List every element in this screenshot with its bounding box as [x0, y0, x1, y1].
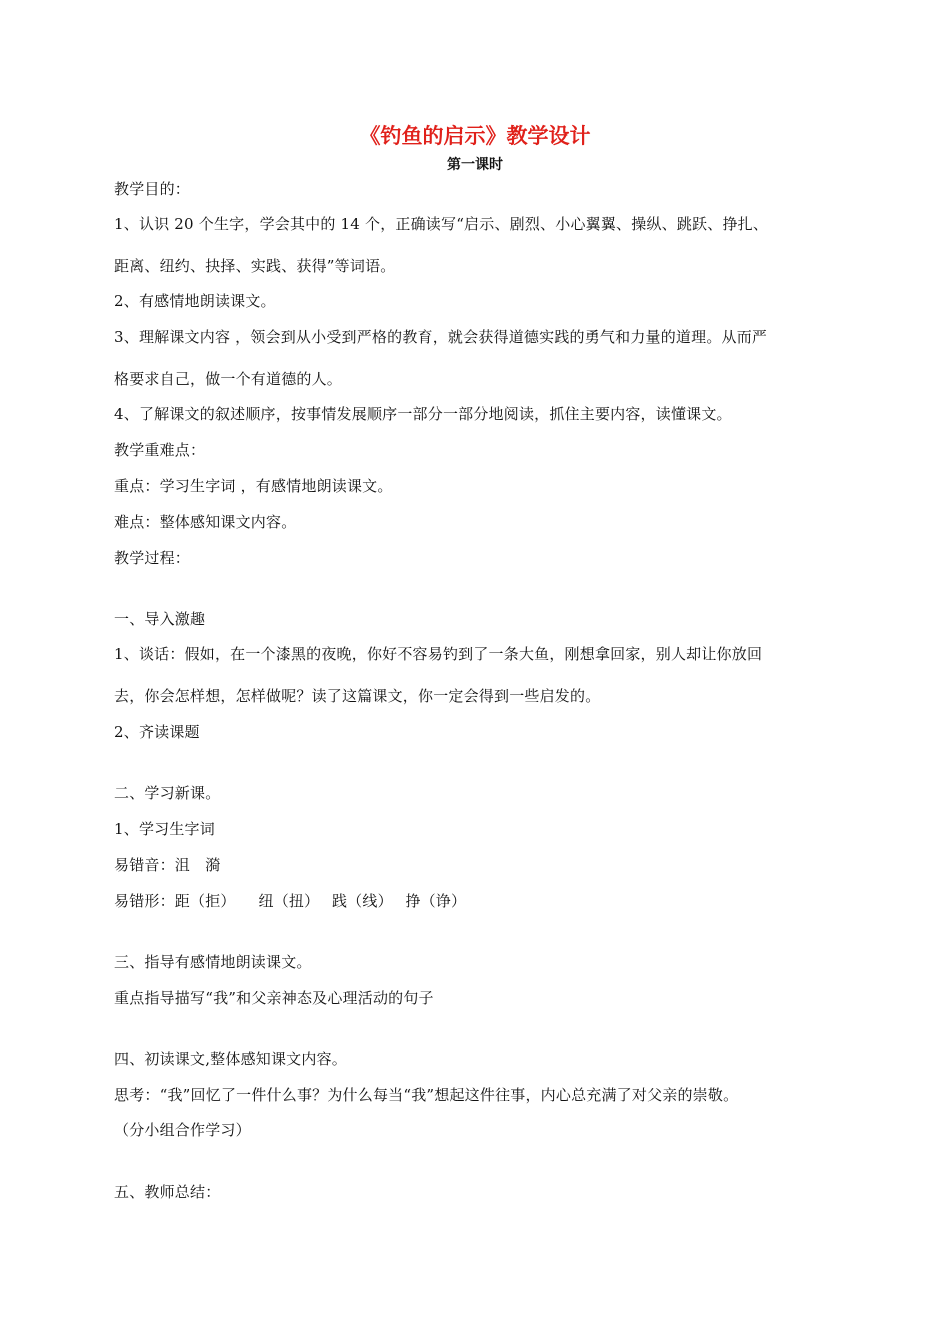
paragraph-line: 4、了解课文的叙述顺序，按事情发展顺序一部分一部分地阅读，抓住主要内容，读懂课文。	[114, 405, 732, 423]
section-heading: 四、初读课文,整体感知课文内容。	[114, 1050, 347, 1068]
paragraph-line: 重点：学习生字词 ，有感情地朗读课文。	[114, 477, 393, 495]
section-heading: 五、教师总结：	[114, 1183, 221, 1201]
paragraph-line: 重点指导描写“我”和父亲神态及心理活动的句子	[114, 989, 434, 1007]
paragraph-line: 2、有感情地朗读课文。	[114, 292, 276, 310]
paragraph-line: 1、谈话：假如，在一个漆黑的夜晚，你好不容易钓到了一条大鱼，刚想拿回家，别人却让你放回	[114, 645, 763, 663]
paragraph-line: （分小组合作学习）	[114, 1121, 251, 1139]
paragraph-line: 去，你会怎样想，怎样做呢？读了这篇课文，你一定会得到一些启发的。	[114, 687, 601, 705]
section-heading: 二、学习新课。	[114, 784, 221, 802]
section-heading: 三、指导有感情地朗读课文。	[114, 953, 312, 971]
paragraph-line: 难点：整体感知课文内容。	[114, 513, 297, 531]
paragraph-line: 思考：“我”回忆了一件什么事？为什么每当“我”想起这件往事，内心总充满了对父亲的崇敬。	[114, 1086, 739, 1104]
section-heading-key-points: 教学重难点：	[114, 441, 206, 459]
paragraph-line: 2、齐读课题	[114, 723, 200, 741]
paragraph-line: 距离、纽约、抉择、实践、获得”等词语。	[114, 257, 396, 275]
paragraph-line: 1、学习生字词	[114, 820, 215, 838]
section-heading-process: 教学过程：	[114, 549, 191, 567]
paragraph-line: 1、认识 20 个生字，学会其中的 14 个，正确读写“启示、剧烈、小心翼翼、操纵、跳跃、挣扎、	[114, 215, 769, 233]
document-title: 《钓鱼的启示》教学设计	[359, 124, 591, 148]
paragraph-line: 格要求自己，做一个有道德的人。	[114, 370, 343, 388]
paragraph-line: 易错音：沮 漪	[114, 856, 221, 874]
document-subtitle: 第一课时	[447, 157, 503, 173]
section-heading-objectives: 教学目的：	[114, 180, 191, 198]
section-heading: 一、导入激趣	[114, 610, 206, 628]
paragraph-line: 易错形：距（拒） 纽（扭） 践（线） 挣（诤）	[114, 892, 467, 910]
paragraph-line: 3、理解课文内容 ，领会到从小受到严格的教育，就会获得道德实践的勇气和力量的道理。从而严	[114, 328, 768, 346]
